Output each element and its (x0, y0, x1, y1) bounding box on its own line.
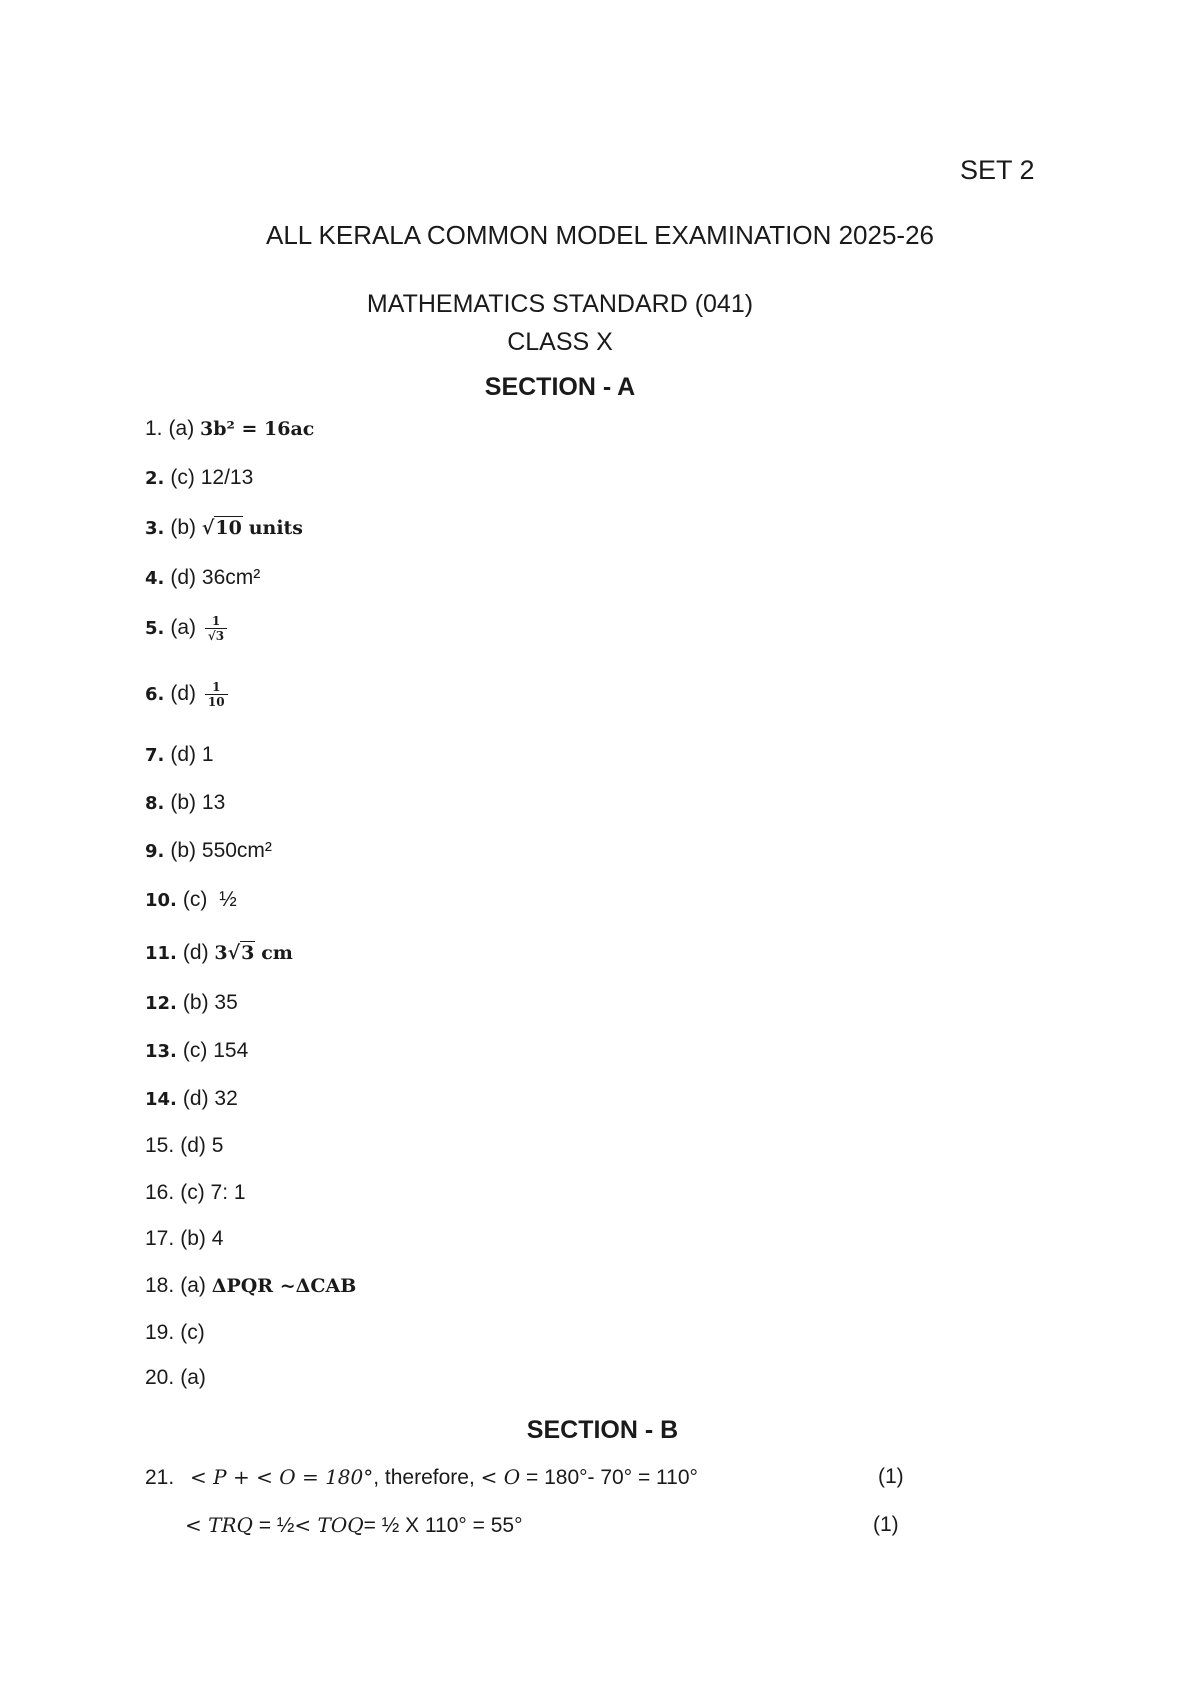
answer-2: 2. (c) 12/13 (145, 466, 254, 489)
answer-1: 1. (a) 3b² = 16ac (145, 417, 315, 440)
answer-4: 4. (d) 36cm² (145, 566, 261, 589)
answer-19: 19. (c) (145, 1321, 205, 1344)
answer-14: 14. (d) 32 (145, 1087, 238, 1110)
answer-3: 3. (b) √10 units (145, 516, 304, 539)
answer-7: 7. (d) 1 (145, 743, 214, 766)
fraction: $\frac{1}{10}$ (205, 680, 228, 709)
answer-5: 5. (a) $\frac{1}{√3}$ (145, 614, 227, 643)
subject-title: MATHEMATICS STANDARD (041) (366, 290, 754, 318)
answer-9: 9. (b) 550cm² (145, 839, 272, 862)
answer-15: 15. (d) 5 (145, 1134, 224, 1157)
answer-8: 8. (b) 13 (145, 791, 226, 814)
section-a-heading: SECTION - A (484, 373, 636, 401)
answer-20: 20. (a) (145, 1366, 206, 1389)
answer-11: 11. (d) 3√3 cm (145, 941, 293, 964)
class-title: CLASS X (507, 328, 613, 356)
section-b-heading: SECTION - B (526, 1416, 679, 1444)
mark-21-line-2: (1) (873, 1513, 899, 1536)
answer-16: 16. (c) 7: 1 (145, 1181, 246, 1204)
answer-6: 6. (d) $\frac{1}{10}$ (145, 680, 228, 709)
fraction: $\frac{1}{√3}$ (205, 614, 227, 643)
answer-13: 13. (c) 154 (145, 1039, 249, 1062)
answer-21-line-1: 21. < P + < O = 180°, therefore, < O = 180°- 70° = 110° (145, 1465, 698, 1489)
exam-title: ALL KERALA COMMON MODEL EXAMINATION 2025-26 (265, 220, 934, 250)
answer-21-line-2: < TRQ = ½< TOQ= ½ X 110° = 55° (185, 1513, 523, 1537)
set-label: SET 2 (960, 155, 1035, 185)
answer-12: 12. (b) 35 (145, 991, 238, 1014)
answer-17: 17. (b) 4 (145, 1227, 224, 1250)
answer-18: 18. (a) ΔPQR ~ΔCAB (145, 1274, 357, 1297)
answer-10: 10. (c) ½ (145, 888, 237, 911)
mark-21-line-1: (1) (878, 1465, 904, 1488)
